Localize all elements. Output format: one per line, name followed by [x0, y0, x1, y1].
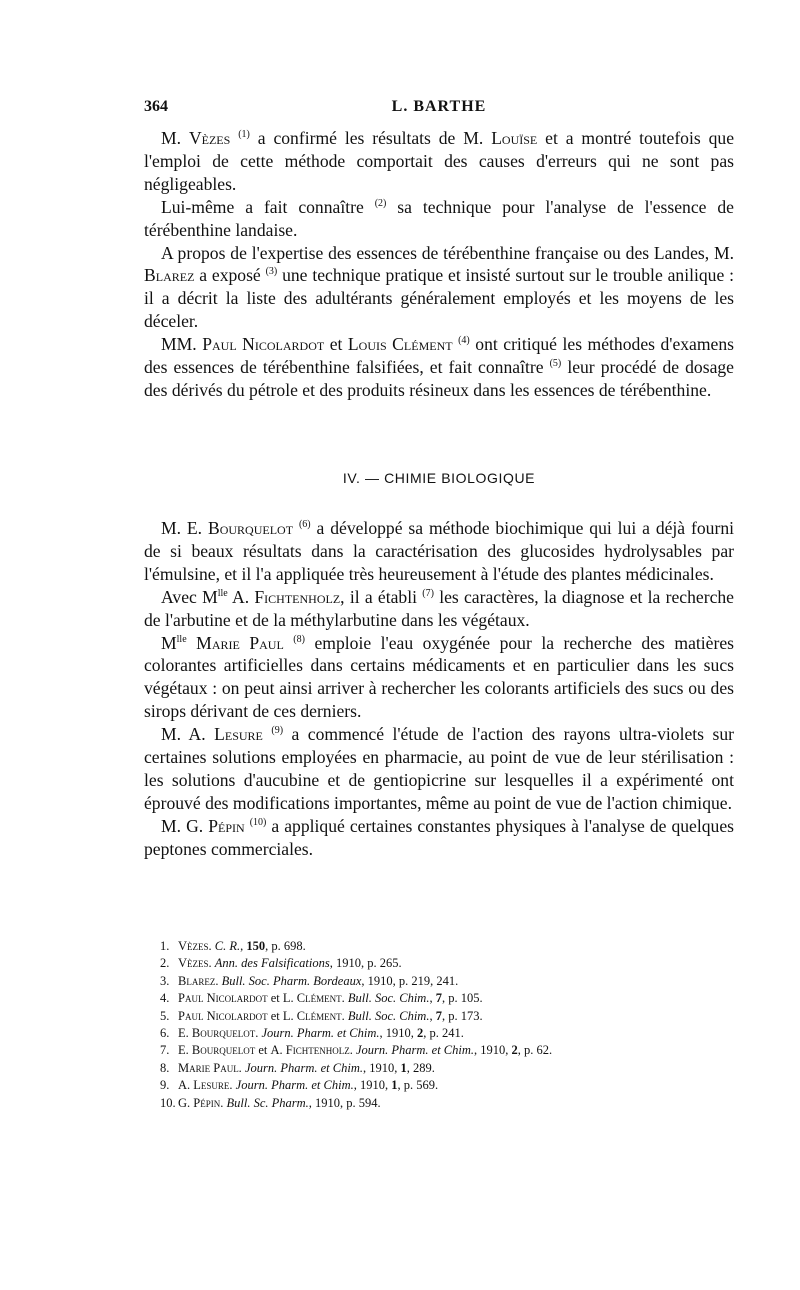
footnote-number: 2.	[160, 956, 170, 971]
text-run: , 1910,	[474, 1043, 512, 1058]
journal-title: Bull. Sc. Pharm.	[226, 1095, 309, 1110]
text-run: emploie l'eau oxygénée pour la recherche des matières colorantes artificielles dans certains médicaments et en particulier dans les sucs végétaux : on peut ainsi arriver à rechercher les colorants artificiels des sucs ou des sirops dérivant de ces derniers.	[144, 632, 734, 722]
footnote-number: 5.	[160, 1008, 170, 1023]
footnote	[160, 1095, 740, 1112]
journal-title: Journ. Pharm. et Chim.	[235, 1078, 354, 1093]
author-name: Blarez	[144, 265, 195, 286]
text-run: , 1910,	[379, 1026, 418, 1041]
author-name: L. Clément.	[282, 1008, 345, 1023]
volume-number: 1	[400, 1060, 407, 1075]
text-run: , 289.	[406, 1060, 435, 1075]
footnote	[160, 1060, 740, 1077]
footnote-author: E. Bourquelot	[178, 1043, 256, 1058]
text-run: et	[267, 1008, 283, 1023]
text-run: ,	[429, 991, 436, 1006]
footnote-number: 6.	[160, 1026, 170, 1041]
text-run: sa technique pour l'analyse de l'essence de térébenthine landaise.	[144, 196, 734, 240]
footnote-ref: lle	[217, 587, 228, 599]
author-name: Louïse	[491, 128, 538, 148]
footnote	[160, 1008, 740, 1025]
journal-title: Journ. Pharm. et Chim.	[355, 1043, 475, 1058]
text-run: Lui-même a fait connaître	[161, 196, 375, 217]
text-run: a exposé	[194, 265, 266, 286]
text-run: , p. 105.	[441, 991, 483, 1006]
text-run: M. G.	[161, 815, 209, 836]
footnote	[160, 1077, 740, 1094]
footnote	[160, 955, 740, 972]
footnote-author: A. Lesure.	[178, 1078, 233, 1093]
footnote-author: Vèzes.	[178, 956, 212, 971]
paragraph	[144, 586, 734, 632]
paragraph	[144, 196, 734, 242]
footnote-ref: (5)	[549, 358, 562, 370]
footnote-ref: (9)	[271, 725, 284, 737]
page-header	[144, 98, 734, 120]
footnote-ref: (7)	[422, 587, 434, 599]
footnote	[160, 990, 740, 1007]
paragraph	[144, 632, 734, 724]
paragraph	[144, 723, 734, 815]
footnote-ref: (8)	[293, 633, 305, 645]
paragraph	[144, 333, 734, 402]
footnote-number: 4.	[160, 991, 170, 1006]
text-run: , p. 241.	[423, 1026, 464, 1041]
text-run: MM.	[161, 334, 203, 355]
author-name: Pépin	[208, 815, 245, 836]
journal-title: Journ. Pharm. et Chim.	[244, 1060, 363, 1075]
text-run: ,	[240, 939, 247, 953]
text-run: , 1910,	[363, 1060, 401, 1075]
journal-title: Journ. Pharm. et Chim.	[261, 1026, 380, 1041]
text-run: une technique pratique et insisté surtout sur le trouble anilique : il a décrit la liste des adultérants généralement employés et les moyens de les déceler.	[144, 265, 734, 332]
text-run: M.	[161, 128, 189, 148]
text-run: , p. 173.	[441, 1008, 483, 1023]
page-number: 364	[144, 98, 168, 115]
text-run: et a montré toutefois que l'emploi de cette méthode comportait des causes d'erreurs qui ne sont pas négligeables.	[144, 128, 734, 194]
text-run: M. A.	[161, 724, 215, 745]
author-name: Louis Clément	[347, 334, 453, 355]
footnote-number: 8.	[160, 1060, 170, 1075]
journal-title: Bull. Soc. Pharm. Bordeaux	[221, 973, 362, 988]
footnote-author: E. Bourquelot.	[178, 1026, 259, 1041]
text-run: ont critiqué les méthodes d'examens des essences de térébenthine falsifiées, et fait connaître	[144, 334, 735, 378]
paragraph	[144, 517, 734, 586]
author-name: Vèzes	[188, 128, 231, 148]
footnote-author: Marie Paul.	[178, 1060, 242, 1075]
text-run: , il a établi	[340, 586, 423, 607]
body-text-bottom	[144, 517, 734, 861]
text-run: a commencé l'étude de l'action des rayons ultra-violets sur certaines solutions employées en pharmacie, au point de vue de leur stérilisation : les solutions d'aucubine et de gentiopicrine sur lesquelles il a expérimenté ont éprouvé des modifications importantes, même au point de vue de l'action chimique.	[144, 724, 734, 813]
author-name: A. Fichtenholz.	[270, 1043, 353, 1058]
text-run: les caractères, la diagnose et la recherche de l'arbutine et de la méthylarbutine dans les végétaux.	[144, 586, 734, 630]
journal-title: C. R.	[214, 939, 241, 953]
text-run: , 1910, p. 265.	[329, 956, 402, 971]
running-head: L. BARTHE	[391, 98, 487, 115]
footnote-ref: (2)	[374, 197, 387, 209]
author-name: Paul Nicolardot	[202, 334, 325, 355]
journal-title: Bull. Soc. Chim.	[347, 1008, 430, 1023]
volume-number: 150	[246, 939, 266, 953]
text-run: et	[255, 1043, 271, 1058]
footnote	[160, 1025, 740, 1042]
text-run: , 1910,	[353, 1078, 392, 1093]
author-name: L. Clément.	[282, 991, 345, 1006]
text-run: et	[324, 334, 348, 355]
footnote	[160, 938, 740, 955]
footnote-number: 10.	[160, 1095, 176, 1110]
text-run: M. E.	[161, 518, 208, 538]
footnote-ref: (6)	[298, 519, 311, 531]
text-run: Avec M	[161, 586, 218, 607]
text-run: , p. 62.	[517, 1043, 553, 1058]
journal-title: Ann. des Falsifications	[214, 956, 330, 971]
body-text-top	[144, 127, 734, 402]
footnote-author: Paul Nicolardot	[178, 991, 268, 1006]
text-run: , p. 569.	[397, 1078, 439, 1093]
footnote-number: 9.	[160, 1078, 170, 1093]
text-run: a appliqué certaines constantes physiques à l'analyse de quelques peptones commerciales.	[144, 815, 734, 859]
text-run: leur procédé de dosage des dérivés du pétrole et des produits résineux dans les essences de térébenthine.	[144, 357, 734, 400]
footnote-ref: (4)	[458, 335, 470, 347]
footnote-author: G. Pépin.	[178, 1095, 224, 1110]
footnote-number: 1.	[160, 939, 170, 953]
footnote-ref: lle	[176, 633, 187, 645]
footnote-number: 7.	[160, 1043, 170, 1058]
text-run: a confirmé les résultats de M.	[249, 128, 492, 148]
footnote-author: Vèzes.	[178, 939, 212, 953]
author-name: Marie Paul	[196, 632, 284, 653]
text-run: , 1910, p. 219, 241.	[361, 973, 459, 988]
footnote-ref: (10)	[249, 816, 267, 828]
footnote-ref: (1)	[238, 129, 250, 141]
volume-number: 7	[435, 991, 442, 1006]
author-name: Fichtenholz	[254, 586, 341, 607]
text-run: ,	[429, 1008, 436, 1023]
volume-number: 2	[511, 1043, 518, 1058]
volume-number: 1	[391, 1078, 398, 1093]
footnote-number: 3.	[160, 973, 170, 988]
text-run: A propos de l'expertise des essences de térébenthine française ou des Landes, M.	[161, 242, 734, 263]
text-run: , 1910, p. 594.	[308, 1095, 381, 1110]
footnotes	[160, 938, 740, 1112]
paragraph	[144, 242, 734, 334]
author-name: Bourquelot	[207, 518, 294, 538]
paragraph	[144, 127, 734, 196]
text-run: a développé sa méthode biochimique qui lui a déjà fourni de si beaux résultats dans la caractérisation des glucosides hydrolysables par l'émulsine, et il l'a appliquée très heureusement à l'étude des plantes médicinales.	[144, 518, 735, 584]
text-run: et	[267, 991, 283, 1006]
footnote	[160, 973, 740, 990]
text-run: A.	[227, 586, 255, 607]
paragraph	[144, 815, 734, 861]
footnote	[160, 1042, 740, 1059]
volume-number: 2	[417, 1026, 424, 1041]
journal-title: Bull. Soc. Chim.	[347, 991, 430, 1006]
text-run	[187, 633, 197, 653]
footnote-author: Blarez.	[178, 973, 219, 988]
volume-number: 7	[435, 1008, 442, 1023]
text-run: M	[161, 632, 177, 653]
author-name: Lesure	[214, 724, 263, 745]
text-run: , p. 698.	[265, 939, 306, 953]
section-heading: IV. — CHIMIE BIOLOGIQUE	[342, 470, 536, 486]
footnote-ref: (3)	[265, 266, 278, 278]
footnote-author: Paul Nicolardot	[178, 1008, 268, 1023]
text-run	[284, 633, 294, 653]
